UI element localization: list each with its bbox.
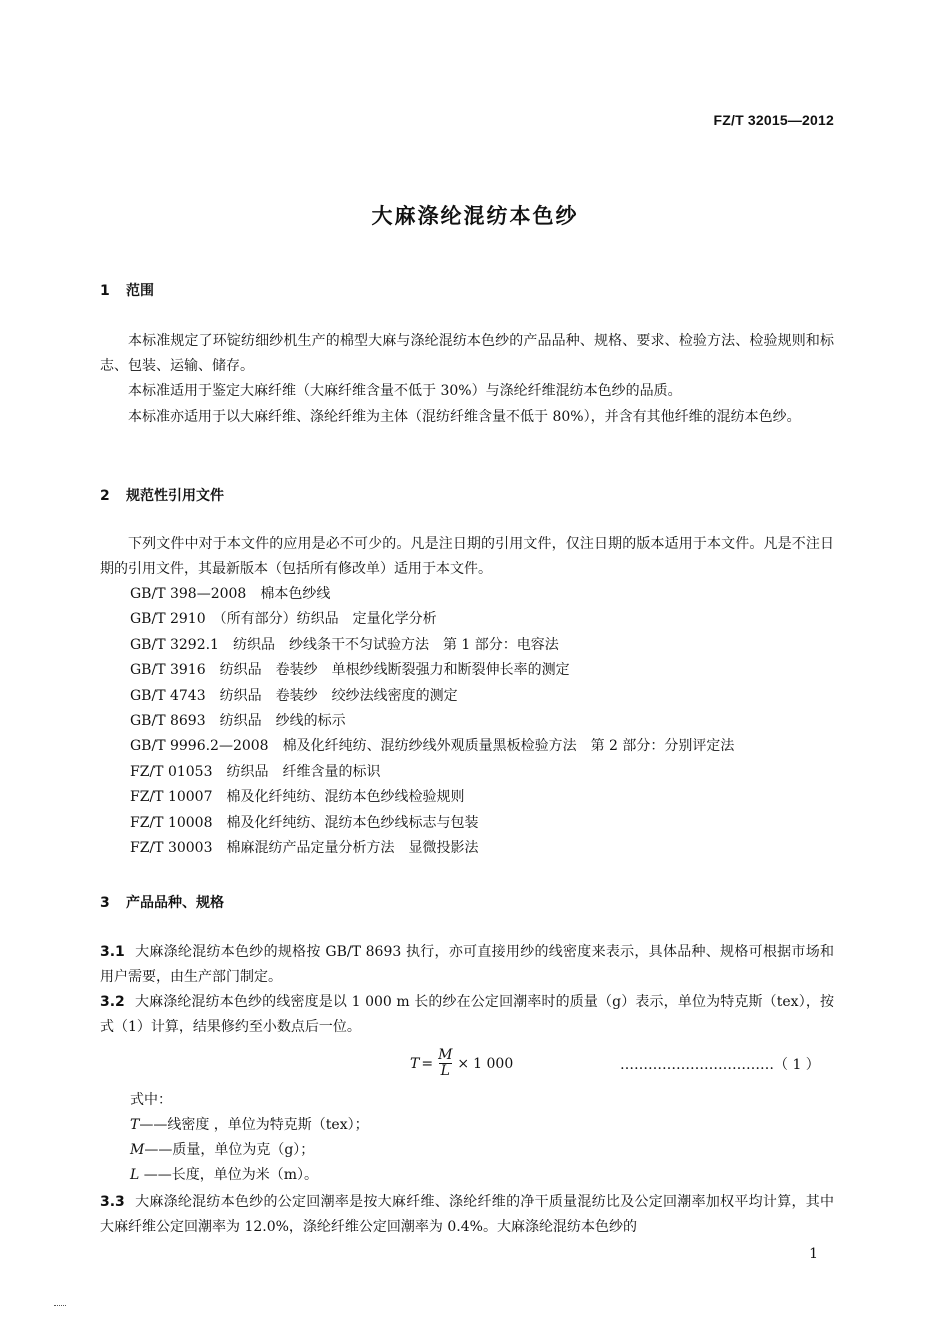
- section-1-paragraph-3: 本标准亦适用于以大麻纤维、涤纶纤维为主体（混纺纤维含量不低于 80%），并含有其他纤维的混纺本色纱。: [128, 409, 801, 425]
- section-number: 1: [100, 283, 110, 299]
- standard-number: FZ/T 32015—2012: [713, 112, 834, 128]
- section-title: 规范性引用文件: [126, 488, 224, 504]
- formula-1: [410, 1048, 513, 1079]
- section-number: 2: [100, 488, 110, 504]
- section-number: 3: [100, 895, 110, 911]
- variable-item: [130, 1138, 369, 1163]
- reference-item: FZ/T 10007 棉及化纤纯纺、混纺本色纱线检验规则: [130, 789, 465, 806]
- clause-number: 3.2: [100, 994, 125, 1010]
- reference-item: GB/T 3292.1 纺织品 纱线条干不匀试验方法 第 1 部分：电容法: [130, 636, 559, 653]
- formula-equals: =: [421, 1055, 434, 1072]
- section-title: 范围: [126, 283, 154, 299]
- document-title: 大麻涤纶混纺本色纱: [371, 204, 579, 228]
- reference-item: GB/T 9996.2—2008 棉及化纤纯纺、混纺纱线外观质量黑板检验方法 第 2 部分：分别评定法: [130, 738, 735, 755]
- reference-list: [130, 582, 840, 861]
- variable-description: ——质量，单位为克（g）；: [144, 1142, 315, 1158]
- section-1-paragraph-1: 本标准规定了环锭纺细纱机生产的棉型大麻与涤纶混纺本色纱的产品品种、规格、要求、检验方法、检验规则和标志、包装、运输、储存。: [100, 333, 834, 374]
- clause-text: 大麻涤纶混纺本色纱的线密度是以 1 000 m 长的纱在公定回潮率时的质量（g）表示，单位为特克斯（tex），按式（1）计算，结果修约至小数点后一位。: [100, 994, 834, 1035]
- section-2-heading: [100, 485, 224, 505]
- section-title: 产品品种、规格: [126, 895, 224, 911]
- variable-description: ——长度，单位为米（m）。: [139, 1167, 319, 1183]
- reference-item: GB/T 2910 （所有部分）纺织品 定量化学分析: [130, 611, 437, 628]
- reference-item: GB/T 398—2008 棉本色纱线: [130, 586, 331, 602]
- variable-list: [130, 1113, 369, 1188]
- variable-symbol: L: [130, 1167, 140, 1183]
- scan-mark: [54, 1305, 66, 1307]
- reference-item: GB/T 4743 纺织品 卷装纱 绞纱法线密度的测定: [130, 687, 458, 704]
- variable-item: [130, 1113, 369, 1138]
- variable-description: ——线密度 ，单位为特克斯（tex）；: [139, 1117, 369, 1133]
- formula-denominator: L: [440, 1063, 450, 1079]
- section-2-paragraph-1: 下列文件中对于本文件的应用是必不可少的。凡是注日期的引用文件，仅注日期的版本适用于本文件。凡是不注日期的引用文件，其最新版本（包括所有修改单）适用于本文件。: [100, 536, 834, 577]
- where-label: 式中：: [130, 1092, 172, 1108]
- section-3-heading: [100, 892, 224, 912]
- reference-item: FZ/T 10008 棉及化纤纯纺、混纺本色纱线标志与包装: [130, 814, 479, 831]
- clause-number: 3.1: [100, 944, 125, 960]
- formula-fraction: [438, 1048, 452, 1079]
- clause-3-1: [100, 940, 834, 990]
- reference-item: GB/T 3916 纺织品 卷装纱 单根纱线断裂强力和断裂伸长率的测定: [130, 662, 570, 679]
- formula-lhs: T: [410, 1055, 420, 1072]
- clause-text: 大麻涤纶混纺本色纱的规格按 GB/T 8693 执行，亦可直接用纱的线密度来表示，具体品种、规格可根据市场和用户需要，由生产部门制定。: [100, 944, 834, 985]
- clause-3-3: [100, 1190, 834, 1240]
- formula-constant: 1 000: [473, 1055, 514, 1072]
- formula-operator: ×: [457, 1055, 470, 1072]
- variable-symbol: M: [130, 1142, 145, 1158]
- section-1-heading: [100, 280, 154, 300]
- variable-symbol: T: [130, 1117, 140, 1133]
- variable-item: [130, 1163, 369, 1188]
- clause-number: 3.3: [100, 1194, 125, 1210]
- reference-item: FZ/T 01053 纺织品 纤维含量的标识: [130, 763, 381, 780]
- clause-3-2: [100, 990, 834, 1040]
- equation-number: ……………………………（ 1 ）: [620, 1057, 820, 1073]
- section-1-paragraph-2: 本标准适用于鉴定大麻纤维（大麻纤维含量不低于 30%）与涤纶纤维混纺本色纱的品质。: [128, 383, 682, 399]
- formula-numerator: M: [438, 1047, 453, 1063]
- page-number: 1: [809, 1246, 818, 1262]
- reference-item: FZ/T 30003 棉麻混纺产品定量分析方法 显微投影法: [130, 839, 479, 856]
- clause-text: 大麻涤纶混纺本色纱的公定回潮率是按大麻纤维、涤纶纤维的净干质量混纺比及公定回潮率加权平均计算，其中大麻纤维公定回潮率为 12.0%，涤纶纤维公定回潮率为 0.4%。大麻涤纶混纺本色纱的: [100, 1194, 834, 1235]
- reference-item: GB/T 8693 纺织品 纱线的标示: [130, 712, 346, 729]
